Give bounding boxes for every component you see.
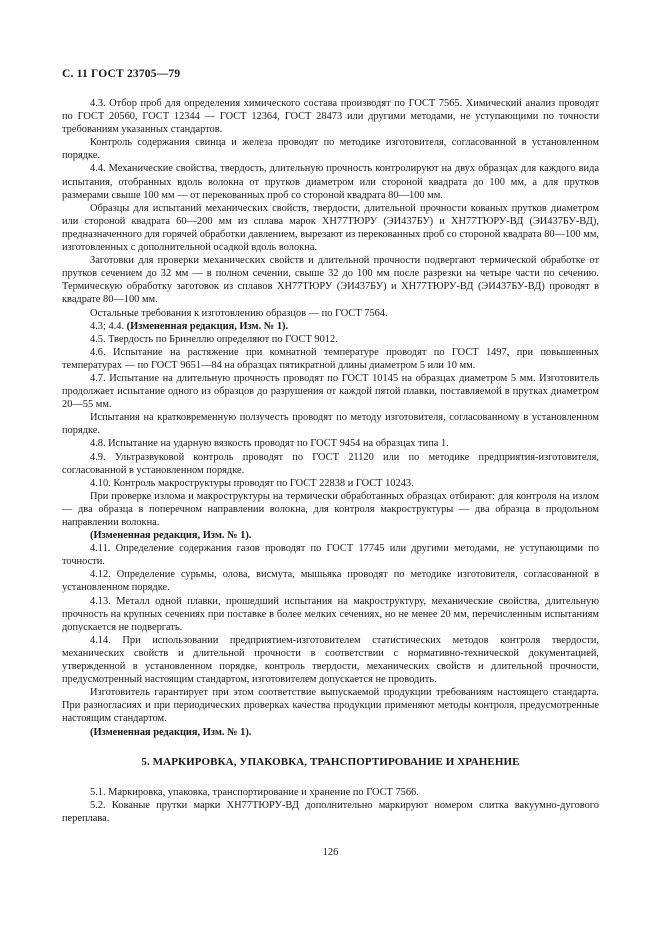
paragraph-4-7: 4.7. Испытание на длительную прочность проводят по ГОСТ 10145 на образцах диаметром 5 мм. Изготовитель продолжает испытание одного из образцов до разрушения от каждой пятой плавки, поставляемой в прутках диаметром 20—55 мм. [62,372,599,411]
amendment-note-3: (Измененная редакция, Изм. № 1). [90,726,252,738]
paragraph-4-6: 4.6. Испытание на растяжение при комнатной температуре проводят по ГОСТ 1497, при повышенных температурах — по ГОСТ 9651—84 на образцах пятикратной длины диаметром 5 или 10 мм. [62,346,599,371]
paragraph-lead-iron: Контроль содержания свинца и железа проводят по методике изготовителя, согласованной в установленном порядке. [62,137,599,162]
page-header: С. 11 ГОСТ 23705—79 [62,68,181,80]
paragraph-other-requirements: Остальные требования к изготовлению образцов — по ГОСТ 7564. [90,307,388,319]
amendment-note: (Измененная редакция, Изм. № 1). [126,320,289,332]
document-body [62,97,599,825]
paragraph-4-9: 4.9. Ультразвуковой контроль проводят по ГОСТ 21120 или по методике предприятия-изготовителя, согласованной в установленном порядке. [62,451,599,476]
section-title: 5. МАРКИРОВКА, УПАКОВКА, ТРАНСПОРТИРОВАНИЕ И ХРАНЕНИЕ [141,755,520,768]
paragraph-5-2: 5.2. Кованые прутки марки ХН77ТЮРУ-ВД дополнительно маркируют номером слитка вакуумно-дугового переплава. [62,799,599,824]
amendment-note-2: (Измененная редакция, Изм. № 1). [90,530,252,542]
paragraph-4-12: 4.12. Определение сурьмы, олова, висмута, мышьяка проводят по методике изготовителя, согласованной в установленном порядке. [62,569,599,594]
paragraph-guarantee: Изготовитель гарантирует при этом соответствие выпускаемой продукции требованиям настоящего стандарта. При разногласиях и при периодических проверках качества продукции применяют методы контроля, предусмотренные настоящим стандартом. [62,687,599,725]
paragraph-4-13: 4.13. Металл одной плавки, прошедший испытания на макроструктуру, механические свойства, длительную прочность на крупных сечениях при поставке в более мелких сечениях, но не менее 20 мм, перечисленным испытаниям допускается не подвергать. [62,595,599,633]
paragraph-4-8: 4.8. Испытание на ударную вязкость проводят по ГОСТ 9454 на образцах типа 1. [90,438,449,450]
paragraph-4-5: 4.5. Твердость по Бринеллю определяют по ГОСТ 9012. [90,333,338,345]
paragraph-amendment-4-3-4-4 [62,320,599,333]
paragraph-4-14: 4.14. При использовании предприятием-изготовителем статистических методов контроля твердости, механических свойств и длительной прочности в соответствии с нормативно-технической документацией, утвержденной в установленном порядке, контроль твердости, механических свойств и длительной прочности, предусмотренный настоящим стандартом, изготовителем допускается не проводить. [62,634,599,686]
page-number: 126 [322,847,339,858]
paragraph-blanks: Заготовки для проверки механических свойств и длительной прочности подвергают термической обработке от прутков сечением до 32 мм — в полном сечении, свыше 32 до 100 мм после разрезки на четыре части по сечению. Термическую обработку заготовок из сплавов ХН77ТЮРУ (ЭИ437БУ) и ХН77ТЮРУ-ВД (ЭИ437БУ-ВД) проводят в квадрате 80—100 мм. [62,255,599,306]
paragraph-4-4: 4.4. Механические свойства, твердость, длительную прочность контролируют на двух образцах для каждого вида испытания, отобранных вдоль волокна от прутков диаметром или стороной квадрата до 100 мм, а для прутков размерами свыше 100 мм — от перекованных проб со стороной квадрата 80—100 мм. [62,163,599,201]
paragraph-4-11: 4.11. Определение содержания газов проводят по ГОСТ 17745 или другими методами, не уступающими по точности. [62,543,599,568]
amendment-ref: 4.3; 4.4. [90,320,127,332]
paragraph-fracture: При проверке излома и макроструктуры на термически обработанных образцах отбирают: для контроля на излом — два образца в поперечном направлении волокна, для контроля макроструктуры — два образца в продольном направлении волокна. [62,490,599,528]
paragraph-creep: Испытания на кратковременную ползучесть проводят по методу изготовителя, согласованному в установленном порядке. [62,412,599,437]
paragraph-samples: Образцы для испытаний механических свойств, твердости, длительной прочности кованых прутков диаметром или стороной квадрата 60—200 мм из сплава марок ХН77ТЮРУ (ЭИ437БУ) и ХН77ТЮРУ-ВД (ЭИ437БУ-ВД), предназначенного для горячей обработки давлением, вырезают из перекованных проб со стороной квадрата 80—100 мм, изготовленных с дополнительной осадкой вдоль волокна. [62,202,599,254]
paragraph-4-3: 4.3. Отбор проб для определения химического состава производят по ГОСТ 7565. Химический анализ проводят по ГОСТ 20560, ГОСТ 12344 — ГОСТ 12364, ГОСТ 28473 или другими методами, не уступающими по точности требованиям указанных стандартов. [62,98,599,136]
paragraph-4-10: 4.10. Контроль макроструктуры проводят по ГОСТ 22838 и ГОСТ 10243. [90,477,414,489]
paragraph-5-1: 5.1. Маркировка, упаковка, транспортирование и хранение по ГОСТ 7566. [90,786,419,798]
